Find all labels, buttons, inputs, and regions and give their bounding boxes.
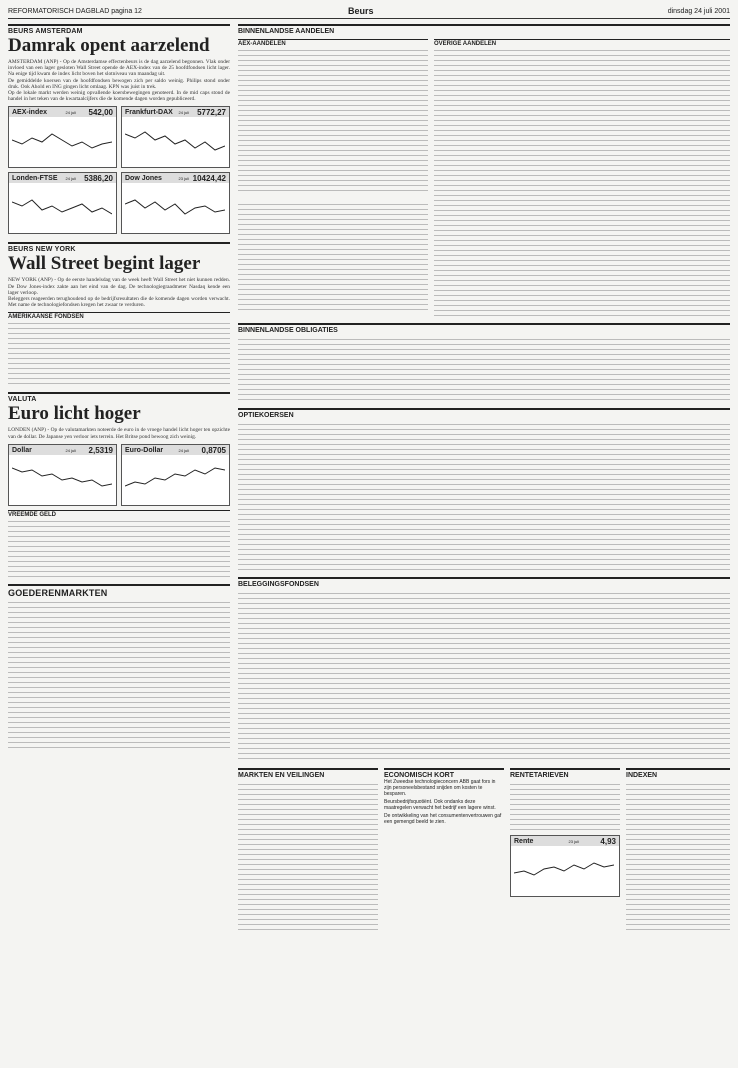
graph-line [125, 458, 225, 500]
news-bullet: Beursbedrijfsquotiënt. Ook ondanks deze maatregelen verwacht het bedrijf een lagere winst. [384, 799, 496, 811]
rentetarieven-title: RENTETARIEVEN [510, 768, 620, 779]
graph-dax [121, 106, 230, 168]
graph-title: Dow Jones [125, 175, 162, 183]
aex-aandelen-title: AEX-AANDELEN [238, 39, 428, 47]
rentetarieven-table [510, 781, 620, 831]
index-graphs [8, 106, 230, 234]
masthead-paper: REFORMATORISCH DAGBLAD pagina 12 [8, 8, 142, 15]
goederenmarkten-title: GOEDERENMARKTEN [8, 584, 230, 598]
graph-line [12, 186, 112, 228]
graph-value: 5386,20 [84, 174, 113, 184]
binnenlandse-aandelen-title: BINNENLANDSE AANDELEN [238, 24, 730, 35]
indexen-table [626, 781, 730, 931]
graph-title: Dollar [12, 446, 32, 454]
graph-title: Euro-Dollar [125, 446, 164, 454]
news-bullet: Het Zweedse technologieconcern ABB gaat fors in zijn personeelsbestand snijden om kosten te besparen. [384, 779, 496, 797]
indexen-title: INDEXEN [626, 768, 730, 779]
graph-line [12, 120, 112, 162]
right-column [238, 24, 730, 931]
article-paragraph: AMSTERDAM (ANP) - Op de Amsterdamse effectenbeurs is de dag aarzelend begonnen. Vlak onder invloed van een lager gesloten Wall Street opende de AEX-index van de 25 hoofdfondsen licht lager. Na enige tijd kwam de index licht boven het slotniveau van maandag uit. [8, 59, 230, 78]
article-paragraph: Beleggers reageerden terughoudend op de bedrijfsresultaten die de komende dagen worden verwacht. Met name de technologiefondsen kregen het zwaar te verduren. [8, 296, 230, 309]
overige-aandelen-title: OVERIGE AANDELEN [434, 39, 730, 47]
amerikaanse-fondsen-table [8, 320, 230, 386]
graph-value: 542,00 [88, 108, 113, 118]
graph-value: 5772,27 [197, 108, 226, 118]
headline-euro: Euro licht hoger [8, 403, 141, 425]
graph-line [125, 186, 225, 228]
graph-euro-dollar [121, 444, 230, 506]
graph-aex [8, 106, 117, 168]
amerikaanse-fondsen-title: AMERIKAANSE FONDSEN [8, 312, 230, 320]
article-paragraph: NEW YORK (ANP) - Op de eerste handelsdag van de week heeft Wall Street het niet kunnen redden. De Dow Jones-index zakte aan het eind van de dag. De technologiegraadmeter Nasdaq kende een lager verloop. [8, 277, 230, 296]
graph-value: 4,93 [600, 837, 616, 846]
aandelen-area [238, 37, 730, 317]
graph-date: 23 juli [178, 176, 189, 182]
article-paragraph: Op de lokale markt werden weinig opvallende koersbewegingen genoteerd. In de mid caps stond de handel in het teken van de kwartaalcijfers die de komende dagen worden gepubliceerd. [8, 90, 230, 103]
masthead-section: Beurs [348, 6, 374, 16]
graph-date: 24 juli [178, 110, 189, 116]
kicker-beurs-new-york: BEURS NEW YORK [8, 242, 230, 253]
graph-date: 24 juli [65, 176, 76, 182]
bottom-area [238, 768, 730, 931]
beleggingsfondsen-table [238, 590, 730, 762]
kicker-valuta: VALUTA [8, 392, 230, 403]
economisch-kort-title: ECONOMISCH KORT [384, 768, 504, 779]
optiekoersen-table [238, 421, 730, 571]
graph-title: Rente [514, 838, 534, 845]
graph-value: 0,8705 [201, 445, 226, 455]
graph-title: Londen-FTSE [12, 175, 58, 183]
graph-ftse [8, 172, 117, 234]
markten-title: MARKTEN EN VEILINGEN [238, 768, 378, 779]
graph-line [514, 849, 614, 891]
graph-line [12, 458, 112, 500]
headline-damrak: Damrak opent aarzelend [8, 35, 210, 56]
obligaties-table [238, 336, 730, 402]
beleggingsfondsen-title: BELEGGINGSFONDSEN [238, 577, 730, 588]
graph-date: 24 juli [65, 110, 76, 116]
goederenmarkten-table [8, 599, 230, 749]
graph-rente [510, 835, 620, 897]
vreemde-geld-title: VREEMDE GELD [8, 510, 230, 518]
graph-value: 10424,42 [192, 174, 226, 184]
optiekoersen-title: OPTIEKOERSEN [238, 408, 730, 419]
graph-title: Frankfurt-DAX [125, 109, 173, 117]
currency-graphs [8, 444, 230, 506]
kicker-beurs-amsterdam: BEURS AMSTERDAM [8, 24, 230, 35]
graph-date: 24 juli [178, 447, 189, 453]
left-column [8, 24, 230, 749]
markten-text [238, 781, 378, 931]
binnenlandse-obligaties-title: BINNENLANDSE OBLIGATIES [238, 323, 730, 334]
midkap-table [238, 201, 428, 313]
overige-aandelen-table [434, 47, 730, 317]
graph-title: AEX-index [12, 109, 48, 117]
graph-dollar [8, 444, 117, 506]
masthead [8, 6, 730, 19]
graph-line [125, 120, 225, 162]
article-paragraph: De gemiddelde koersen van de hoofdfondsen bewogen zich per saldo weinig. Philips stond onder druk. Ook Ahold en ING gingen licht omlaag. KPN was juist in trek. [8, 77, 230, 90]
masthead-date: dinsdag 24 juli 2001 [667, 8, 730, 15]
vreemde-geld-table [8, 518, 230, 578]
graph-date: 24 juli [65, 447, 76, 453]
aex-aandelen-table [238, 47, 428, 195]
graph-dow [121, 172, 230, 234]
graph-value: 2,5319 [88, 445, 113, 455]
headline-wall-street: Wall Street begint lager [8, 253, 201, 275]
news-bullet: De ontwikkeling van het consumentenvertrouwen gaf een gemengd beeld te zien. [384, 813, 502, 825]
article-paragraph: LONDEN (ANP) - Op de valutamarkten noteerde de euro in de vroege handel licht hoger ten opzichte van de dollar. De Japanse yen verloor iets terrein. Het Britse pond bewoog zich weinig. [8, 427, 230, 440]
graph-date: 23 juli [568, 839, 579, 844]
